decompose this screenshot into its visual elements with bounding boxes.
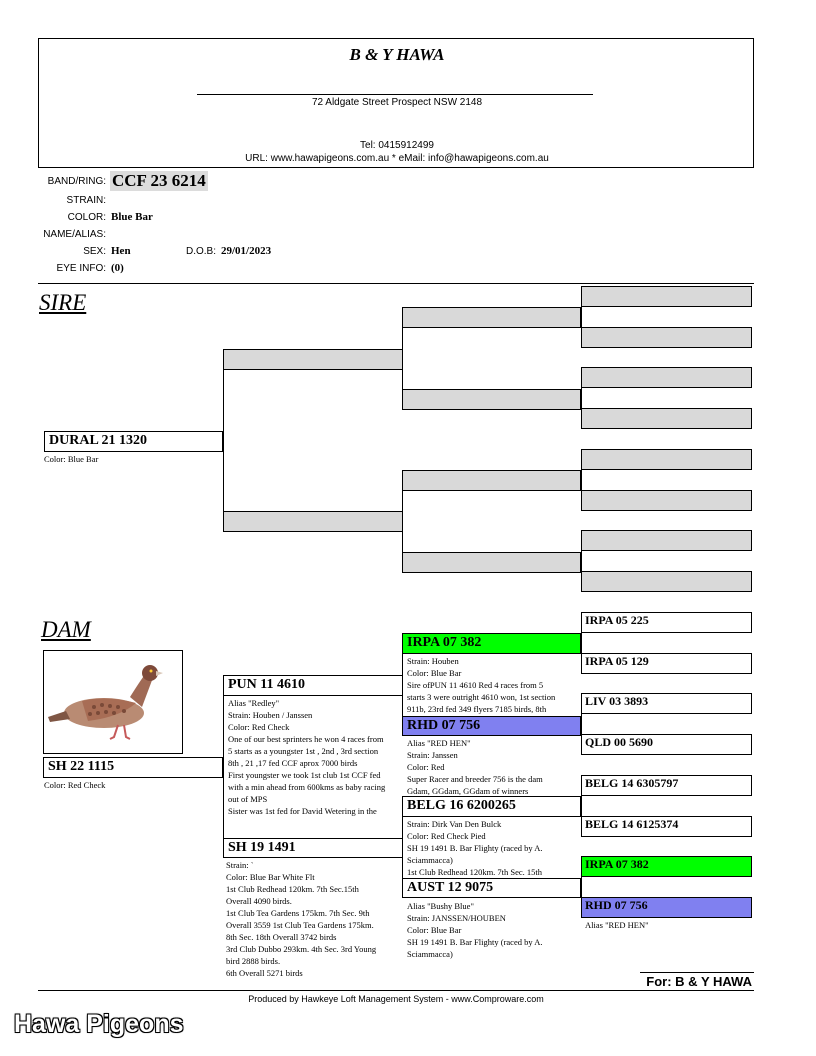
- sire-dam-box: [223, 511, 403, 532]
- dam-sire-band: PUN 11 4610: [223, 675, 403, 696]
- dob-value: 29/01/2023: [221, 245, 272, 257]
- gen3-belg-notes: Strain: Dirk Van Den Bulck Color: Red Check Pied SH 19 1491 B. Bar Flighty (raced by A. Sciammacca) 1st Club Redhead 120km. 7th Sec. 15th: [407, 819, 543, 877]
- gen4-qld-00-5690: QLD 00 5690: [581, 734, 752, 755]
- dam-heading: DAM: [41, 617, 91, 642]
- pigeon-photo: [43, 650, 183, 754]
- sire-heading: SIRE: [39, 290, 87, 315]
- prepared-for: For: B & Y HAWA: [646, 974, 752, 989]
- sire-gen4-box: [581, 530, 752, 551]
- gen3-belg-16-6200265: BELG 16 6200265: [402, 796, 581, 817]
- sire-gen3-box: [402, 470, 581, 491]
- produced-by: Produced by Hawkeye Loft Management System - www.Comproware.com: [248, 994, 544, 1004]
- connector: [402, 317, 403, 399]
- gen4-irpa-07-382: IRPA 07 382: [581, 856, 752, 877]
- gen4-belg-14-6125374: BELG 14 6125374: [581, 816, 752, 837]
- dam-band: SH 22 1115: [43, 757, 223, 778]
- dam-color: Color: Red Check: [44, 780, 106, 790]
- alias-label: NAME/ALIAS:: [43, 229, 106, 240]
- dob-label: D.O.B:: [186, 246, 217, 257]
- pigeon-image: [44, 651, 182, 753]
- sire-band: DURAL 21 1320: [44, 431, 223, 452]
- loft-url-email: URL: www.hawapigeons.com.au * eMail: info@hawapigeons.com.au: [245, 153, 549, 164]
- gen3-rhd-07-756: RHD 07 756: [402, 716, 581, 736]
- sire-gen4-box: [581, 490, 752, 511]
- color-value: Blue Bar: [111, 211, 153, 223]
- sire-gen4-box: [581, 408, 752, 429]
- dam-dam-band: SH 19 1491: [223, 838, 403, 858]
- sire-gen3-box: [402, 307, 581, 328]
- connector: [402, 806, 403, 888]
- gen4-irpa-05-129: IRPA 05 129: [581, 653, 752, 674]
- connector: [223, 359, 224, 521]
- sex-label: SEX:: [83, 246, 106, 257]
- watermark: Hawa Pigeons: [14, 1010, 184, 1038]
- sire-gen3-box: [402, 552, 581, 573]
- gen4-liv-03-3893: LIV 03 3893: [581, 693, 752, 714]
- loft-name: B & Y HAWA: [349, 45, 445, 64]
- gen3-aust-notes: Alias "Bushy Blue" Strain: JANSSEN/HOUBEN Color: Blue Bar SH 19 1491 B. Bar Flighty (raced by A. Sciammacca): [407, 901, 543, 959]
- gen3-aust-12-9075: AUST 12 9075: [402, 878, 581, 898]
- sire-gen4-box: [581, 286, 752, 307]
- sire-gen4-box: [581, 449, 752, 470]
- header-divider: [197, 94, 593, 95]
- sire-gen3-box: [402, 389, 581, 410]
- gen4-rhd-07-756: RHD 07 756: [581, 897, 752, 918]
- band-label: BAND/RING:: [47, 176, 106, 187]
- eye-label: EYE INFO:: [56, 263, 106, 274]
- footer-divider: [38, 990, 754, 991]
- strain-label: STRAIN:: [66, 195, 106, 206]
- band-number: CCF 23 6214: [112, 171, 206, 190]
- dam-sire-notes: Alias "Redley" Strain: Houben / Janssen Color: Red Check One of our best sprinters he won 4 races from 5 starts as a youngster 1st , 2nd , 3rd section 8th , 21 ,17 fed CCF aprox 7000 birds First youngster we took 1st club 1st CCF fed with a min ahead from 600kms as baby racing out of MPS Sister was 1st fed for David Wetering in the: [228, 698, 386, 816]
- eye-value: (0): [111, 262, 124, 274]
- gen4-irpa-05-225: IRPA 05 225: [581, 612, 752, 633]
- sire-gen4-box: [581, 367, 752, 388]
- loft-address: 72 Aldgate Street Prospect NSW 2148: [311, 97, 483, 108]
- gen3-irpa-07-382: IRPA 07 382: [402, 633, 581, 654]
- for-divider: [640, 972, 754, 973]
- color-label: COLOR:: [67, 212, 106, 223]
- gen3-irpa-notes: Strain: Houben Color: Blue Bar Sire ofPUN 11 4610 Red 4 races from 5 starts 3 were outright 4610 won, 1st section 911b, 23rd fed 349 flyers 7185 birds, 8th: [407, 656, 556, 714]
- gen4-belg-14-6305797: BELG 14 6305797: [581, 775, 752, 796]
- loft-header: [38, 38, 754, 168]
- sire-color: Color: Blue Bar: [44, 454, 99, 464]
- gen3-rhd-notes: Alias "RED HEN" Strain: Janssen Color: Red Super Racer and breeder 756 is the dam Gdam, GGdam, GGdam of winners: [407, 738, 543, 796]
- sex-value: Hen: [111, 245, 131, 257]
- sire-gen4-box: [581, 327, 752, 348]
- sire-gen4-box: [581, 571, 752, 592]
- loft-phone: Tel: 0415912499: [360, 140, 434, 151]
- connector: [402, 480, 403, 562]
- dam-dam-notes: Strain: ` Color: Blue Bar White Flt 1st Club Redhead 120km. 7th Sec.15th Overall 4090 birds. 1st Club Tea Gardens 175km. 7th Sec. 9th Overall 3559 1st Club Tea Gardens 175km. 8th Sec. 18th Overall 3742 birds 3rd Club Dubbo 293km. 4th Sec. 3rd Young bird 2888 birds. 6th Overall 5271 birds: [226, 860, 377, 978]
- gen4-rhd-alias: Alias "RED HEN": [585, 920, 649, 930]
- info-divider: [38, 283, 754, 284]
- connector: [223, 685, 224, 848]
- connector: [402, 643, 403, 726]
- sire-sire-box: [223, 349, 403, 370]
